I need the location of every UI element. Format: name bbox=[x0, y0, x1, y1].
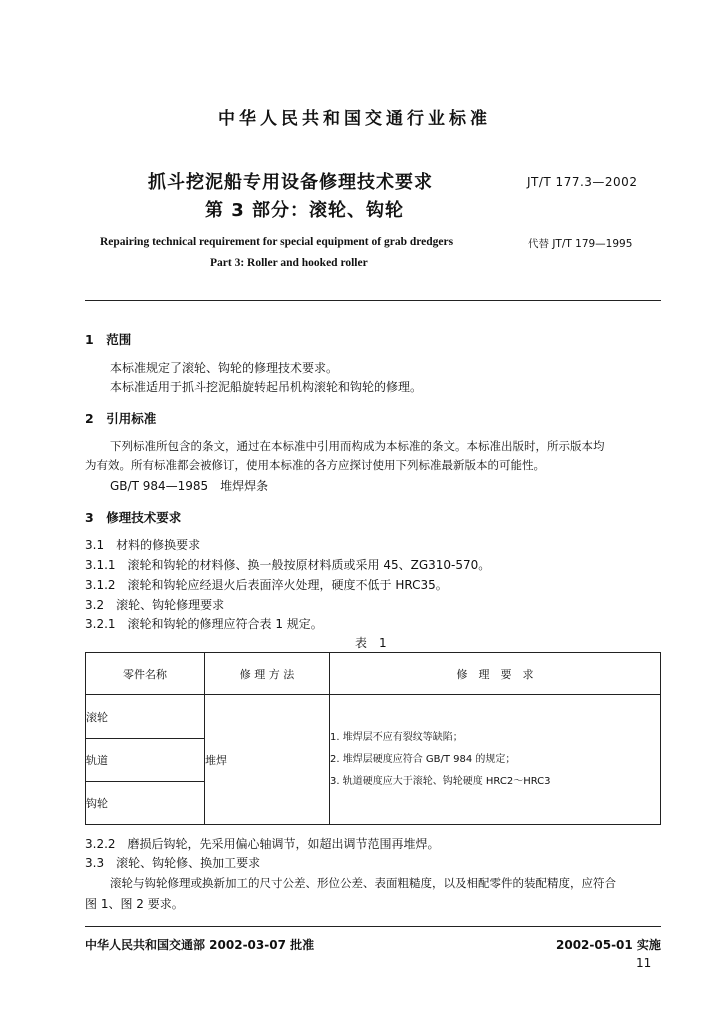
effective-date: 2002-05-01 实施 bbox=[556, 938, 661, 952]
standard-code: JT/T 177.3—2002 bbox=[527, 175, 638, 189]
requirement-item: 2. 堆焊层硬度应符合 GB/T 984 的规定； bbox=[330, 753, 516, 765]
clause-3-2-1: 3.2.1 滚轮和钩轮的修理应符合表 1 规定。 bbox=[85, 617, 323, 631]
section-1-paragraph-2: 本标准适用于抓斗挖泥船旋转起吊机构滚轮和钩轮的修理。 bbox=[110, 380, 423, 394]
clause-3-2-2: 3.2.2 磨损后钩轮，先采用偏心轴调节，如超出调节范围再堆焊。 bbox=[85, 837, 440, 851]
table-part-cell: 滚轮 bbox=[86, 695, 205, 739]
section-2-paragraph-line2: 为有效。所有标准都会被修订，使用本标准的各方应探讨使用下列标准最新版本的可能性。 bbox=[85, 458, 545, 472]
standard-title-line1: 抓斗挖泥船专用设备修理技术要求 bbox=[148, 172, 433, 193]
clause-3-1-1: 3.1.1 滚轮和钩轮的材料修、换一般按原材料质或采用 45、ZG310-570。 bbox=[85, 558, 491, 572]
table-part-cell: 轨道 bbox=[86, 739, 205, 782]
requirement-item: 1. 堆焊层不应有裂纹等缺陷； bbox=[330, 731, 463, 743]
english-title-line1: Repairing technical requirement for special equipment of grab dredgers bbox=[100, 236, 454, 248]
page-number: 11 bbox=[636, 956, 652, 970]
english-title-line2: Part 3: Roller and hooked roller bbox=[210, 257, 368, 269]
standard-title-line2: 第 3 部分：滚轮、钩轮 bbox=[205, 200, 405, 221]
requirement-item: 3. 轨道硬度应大于滚轮、钩轮硬度 HRC2～HRC3 bbox=[330, 775, 551, 787]
table-part-cell: 钩轮 bbox=[86, 782, 205, 825]
clause-3-3-paragraph-line1: 滚轮与钩轮修理或换新加工的尺寸公差、形位公差、表面粗糙度，以及相配零件的装配精度，应符合 bbox=[110, 876, 616, 890]
table-method-cell: 堆焊 bbox=[205, 695, 330, 825]
table-caption: 表 1 bbox=[355, 636, 387, 650]
table-header-requirements: 修 理 要 求 bbox=[330, 653, 661, 695]
section-2-paragraph-line1: 下列标准所包含的条文，通过在本标准中引用而构成为本标准的条文。本标准出版时，所示版本均 bbox=[110, 439, 605, 453]
table-header-row bbox=[86, 653, 661, 695]
table-requirements-cell bbox=[330, 695, 661, 825]
replaces-note: 代替 JT/T 179—1995 bbox=[528, 238, 633, 250]
clause-3-3-paragraph-line2: 图 1、图 2 要求。 bbox=[85, 897, 184, 911]
clause-3-1-2: 3.1.2 滚轮和钩轮应经退火后表面淬火处理，硬度不低于 HRC35。 bbox=[85, 578, 448, 592]
normative-reference: GB/T 984—1985 堆焊焊条 bbox=[110, 479, 269, 493]
repair-requirements-table bbox=[85, 652, 661, 825]
section-3-heading: 3 修理技术要求 bbox=[85, 510, 182, 525]
section-1-heading: 1 范围 bbox=[85, 332, 132, 347]
table-row bbox=[86, 695, 661, 739]
clause-3-1: 3.1 材料的修换要求 bbox=[85, 538, 201, 552]
approval-note: 中华人民共和国交通部 2002-03-07 批准 bbox=[85, 938, 315, 952]
clause-3-2: 3.2 滚轮、钩轮修理要求 bbox=[85, 598, 225, 612]
table-header-method: 修 理 方 法 bbox=[205, 653, 330, 695]
footer-divider bbox=[85, 926, 661, 927]
issuing-authority-title: 中华人民共和国交通行业标准 bbox=[218, 109, 491, 129]
table-header-part: 零件名称 bbox=[86, 653, 205, 695]
clause-3-3: 3.3 滚轮、钩轮修、换加工要求 bbox=[85, 856, 261, 870]
section-1-paragraph-1: 本标准规定了滚轮、钩轮的修理技术要求。 bbox=[110, 361, 339, 375]
header-divider bbox=[85, 300, 661, 301]
section-2-heading: 2 引用标准 bbox=[85, 411, 157, 426]
